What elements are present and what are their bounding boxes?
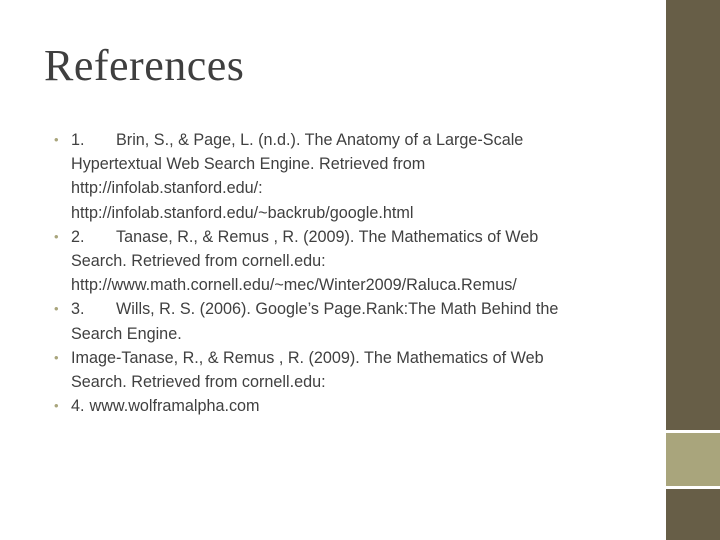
sidebar-divider	[666, 486, 720, 489]
reference-text: www.wolframalpha.com	[89, 397, 260, 416]
reference-item	[54, 297, 614, 345]
sidebar-accent-block	[666, 433, 720, 486]
reference-text: Image-Tanase, R., & Remus , R. (2009). The Mathematics of Web Search. Retrieved from cornell.edu:	[71, 348, 544, 392]
reference-number: 1.	[71, 131, 85, 149]
bullet-icon: •	[54, 398, 59, 414]
reference-item	[54, 128, 614, 225]
reference-number: 4.	[71, 397, 85, 416]
reference-text: Tanase, R., & Remus , R. (2009). The Mathematics of Web Search. Retrieved from cornell.edu: http://www.math.cornell.edu/~mec/Winter2009/Raluca.Remus/	[71, 227, 539, 295]
reference-item	[54, 394, 614, 418]
decorative-sidebar	[666, 0, 720, 540]
reference-number: 2.	[71, 227, 85, 246]
bullet-icon: •	[54, 349, 59, 365]
reference-item	[54, 225, 614, 298]
bullet-icon: •	[54, 228, 59, 244]
bullet-icon: •	[54, 301, 59, 317]
reference-text: Brin, S., & Page, L. (n.d.). The Anatomy of a Large-Scale Hypertextual Web Search Engine. Retrieved from http://infolab.stanford.edu/: http://infolab.stanford.edu/~backrub/google.html	[71, 131, 524, 222]
reference-text: Wills, R. S. (2006). Google’s Page.Rank:The Math Behind the Search Engine.	[71, 300, 559, 343]
reference-item	[54, 346, 614, 394]
slide-title: References	[44, 41, 245, 90]
reference-number: 3.	[71, 300, 85, 319]
reference-list	[54, 128, 614, 418]
bullet-icon: •	[54, 132, 59, 147]
